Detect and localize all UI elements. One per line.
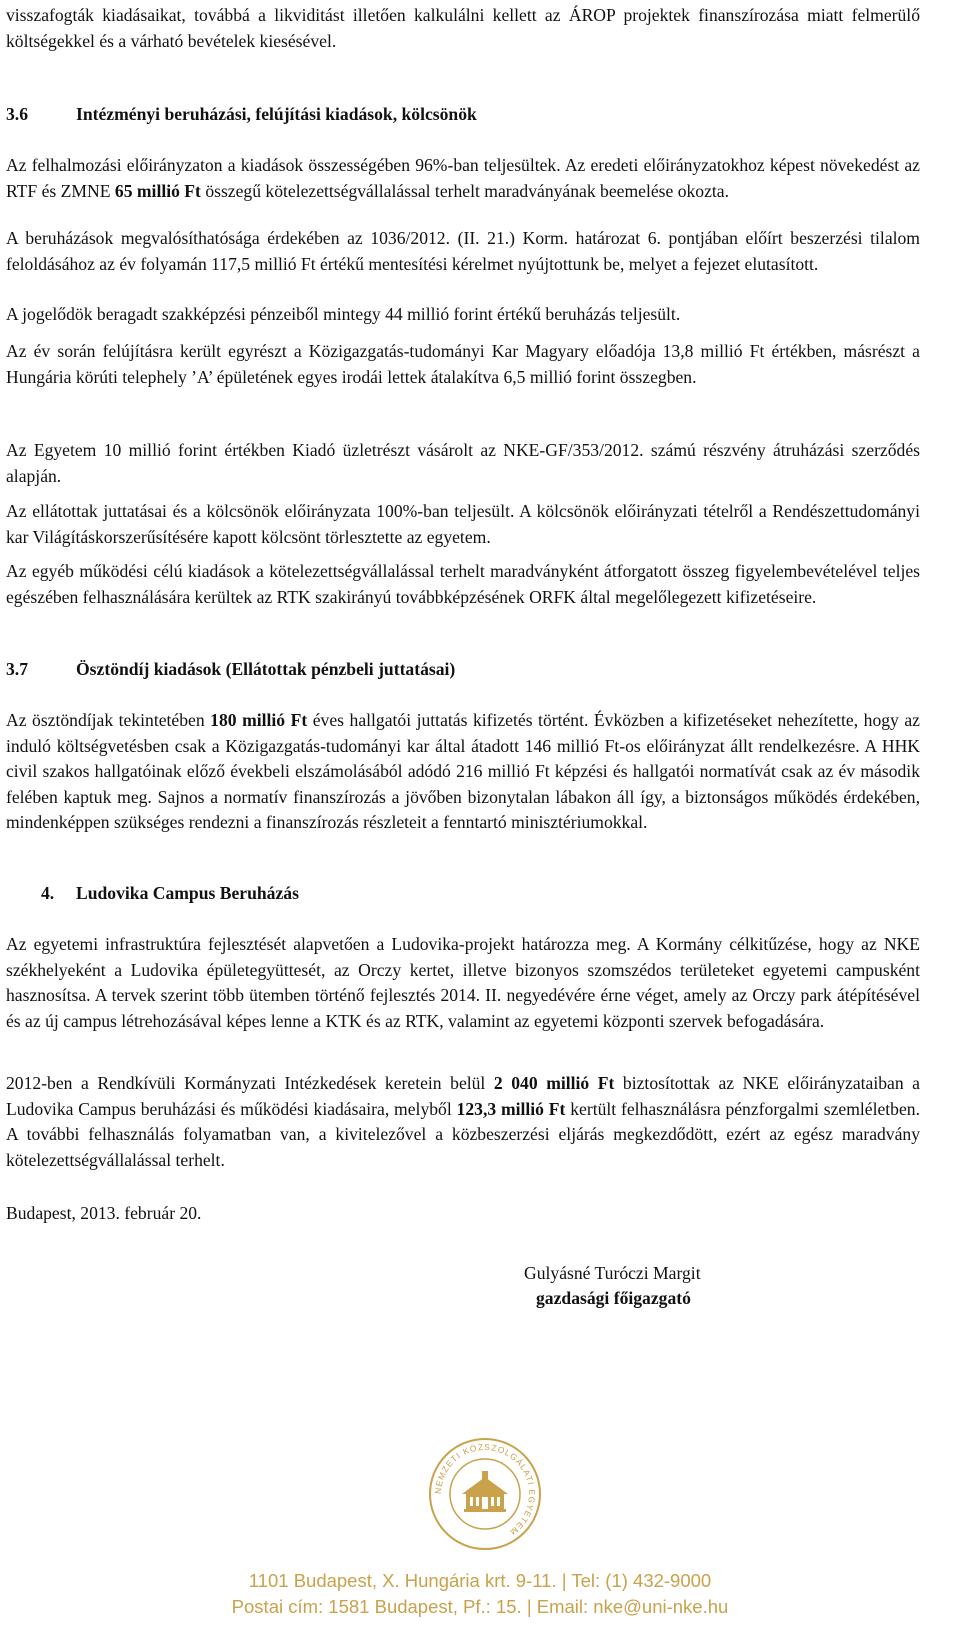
paragraph-other-expenses: Az egyéb működési célú kiadások a kötelezettségvállalással terhelt maradványként átforgatott összeg figyelembevételével teljes egészében felhasználására kerültek az RTK szakirányú továbbképzésének ORFK által megelőlegezett kifizetéseire. (6, 561, 920, 607)
footer-contact: Postai cím: 1581 Budapest, Pf.: 15. | Email: nke@uni-nke.hu (231, 1596, 729, 1617)
intro-paragraph: visszafogták kiadásaikat, továbbá a likviditást illetően kalkulálni kellett az ÁROP projektek finanszírozása miatt felmerülő költségekkel és a várható bevételek kiesésével. (6, 5, 920, 51)
text-span: 2012-ben a Rendkívüli Kormányzati Intézkedések keretein belül (6, 1073, 494, 1093)
section-heading-3-7 (6, 657, 455, 682)
seal-lettering: NEMZETI KÖZSZOLGÁLATI EGYETEM (432, 1441, 538, 1538)
amount-bold: 123,3 millió Ft (456, 1098, 566, 1119)
section-title: Ösztöndíj kiadások (Ellátottak pénzbeli juttatásai) (76, 659, 456, 679)
amount-bold: 65 millió Ft (114, 180, 201, 201)
section-heading-3-6 (6, 102, 477, 127)
place-date: Budapest, 2013. február 20. (6, 1203, 202, 1223)
text-span: biztosítottak az NKE előirányzataiban a Ludovika Campus beruházási és működési kiadásaira, melyből (6, 1073, 920, 1119)
paragraph-accumulation (6, 153, 920, 204)
amount-bold: 180 millió Ft (210, 710, 308, 730)
section-number: 3.6 (6, 104, 28, 124)
text-span: Az felhalmozási előirányzaton a kiadások összességében 96%-ban teljesültek. Az eredeti előirányzatokhoz képest növekedést az RTF és ZMNE (6, 155, 920, 201)
amount-bold: 2 040 millió Ft (493, 1073, 615, 1093)
paragraph-renovation: Az év során felújításra került egyrészt a Közigazgatás-tudományi Kar Magyary előadója 13,8 millió Ft értékben, másrészt a Hungária körúti telephely ’A’ épületének egyes irodái lettek átalakítva 6,5 millió forint összegben. (6, 341, 920, 387)
section-number: 4. (41, 883, 55, 903)
paragraph-ludovika-project: Az egyetemi infrastruktúra fejlesztését alapvetően a Ludovika-projekt határozza meg. A Kormány célkitűzése, hogy az NKE székhelyeként a Ludovika épületegyüttesét, az Orczy kertet, illetve bizonyos szomszédos területeket egyetemi campusként hasznosítsa. A tervek szerint több ütemben történő fejlesztés 2014. II. negyedévére érne véget, amely az Orczy park átépítésével és az új campus létrehozásával képes lenne a KTK és az RTK, valamint az egyetemi központi szervek befogadására. (6, 934, 920, 1031)
signer-name: Gulyásné Turóczi Margit (524, 1263, 701, 1283)
text-span: Az ösztöndíjak tekintetében (6, 710, 211, 730)
text-span: kertült felhasználásra pénzforgalmi szemléletben. A további felhasználás folyamatban van, a kivitelezővel a közbeszerzési eljárás megkezdődött, ezért az egész maradvány kötelezettségvállalással terhelt. (6, 1098, 920, 1170)
section-heading-4 (6, 881, 299, 906)
paragraph-ludovika-funding (6, 1071, 920, 1173)
text-span: összegű kötelezettségvállalással terhelt maradványának beemelése okozta. (200, 180, 729, 201)
paragraph-share-purchase: Az Egyetem 10 millió forint értékben Kiadó üzletrészt vásárolt az NKE-GF/353/2012. számú részvény átruházási szerződés alapján. (6, 440, 920, 486)
university-seal-logo (428, 1437, 542, 1551)
paragraph-loans: Az ellátottak juttatásai és a kölcsönök előirányzata 100%-ban teljesült. A kölcsönök előirányzati tételről a Rendészettudományi kar Világításkorszerűsítésére kapott kölcsönt törlesztette az egyetem. (6, 501, 920, 547)
paragraph-scholarships (6, 708, 920, 836)
section-title: Ludovika Campus Beruházás (76, 883, 299, 903)
footer-address: 1101 Budapest, X. Hungária krt. 9-11. | Tel: (1) 432-9000 (248, 1570, 712, 1591)
section-number: 3.7 (6, 659, 28, 679)
signer-title: gazdasági főigazgató (536, 1288, 691, 1308)
signature-block (524, 1261, 784, 1311)
section-title: Intézményi beruházási, felújítási kiadások, kölcsönök (76, 104, 477, 124)
paragraph-vocational-funds: A jogelődök beragadt szakképzési pénzeiből mintegy 44 millió forint értékű beruházás teljesült. (6, 304, 681, 324)
text-span: éves hallgatói juttatás kifizetés történt. Évközben a kifizetéseket nehezítette, hogy az induló költségvetésben csak a Közigazgatás-tudományi kar által átadott 146 millió Ft-os előirányzat állt rendelkezésre. A HHK civil szakos hallgatóinak előző évekbeli elszámolásából adódó 216 millió Ft képzési és hallgatói normatívát csak az év második felében kaptuk meg. Sajnos a normatív finanszírozás a jövőben bizonytalan lábakon áll így, a biztonságos működés érdekében, mindenképpen szükséges rendezni a finanszírozás részleteit a fenntartó minisztériumokkal. (6, 710, 920, 832)
paragraph-procurement: A beruházások megvalósíthatósága érdekében az 1036/2012. (II. 21.) Korm. határozat 6. pontjában előírt beszerzési tilalom feloldásához az év folyamán 117,5 millió Ft értékű mentesítési kérelmet nyújtottunk be, melyet a fejezet elutasított. (6, 228, 920, 274)
